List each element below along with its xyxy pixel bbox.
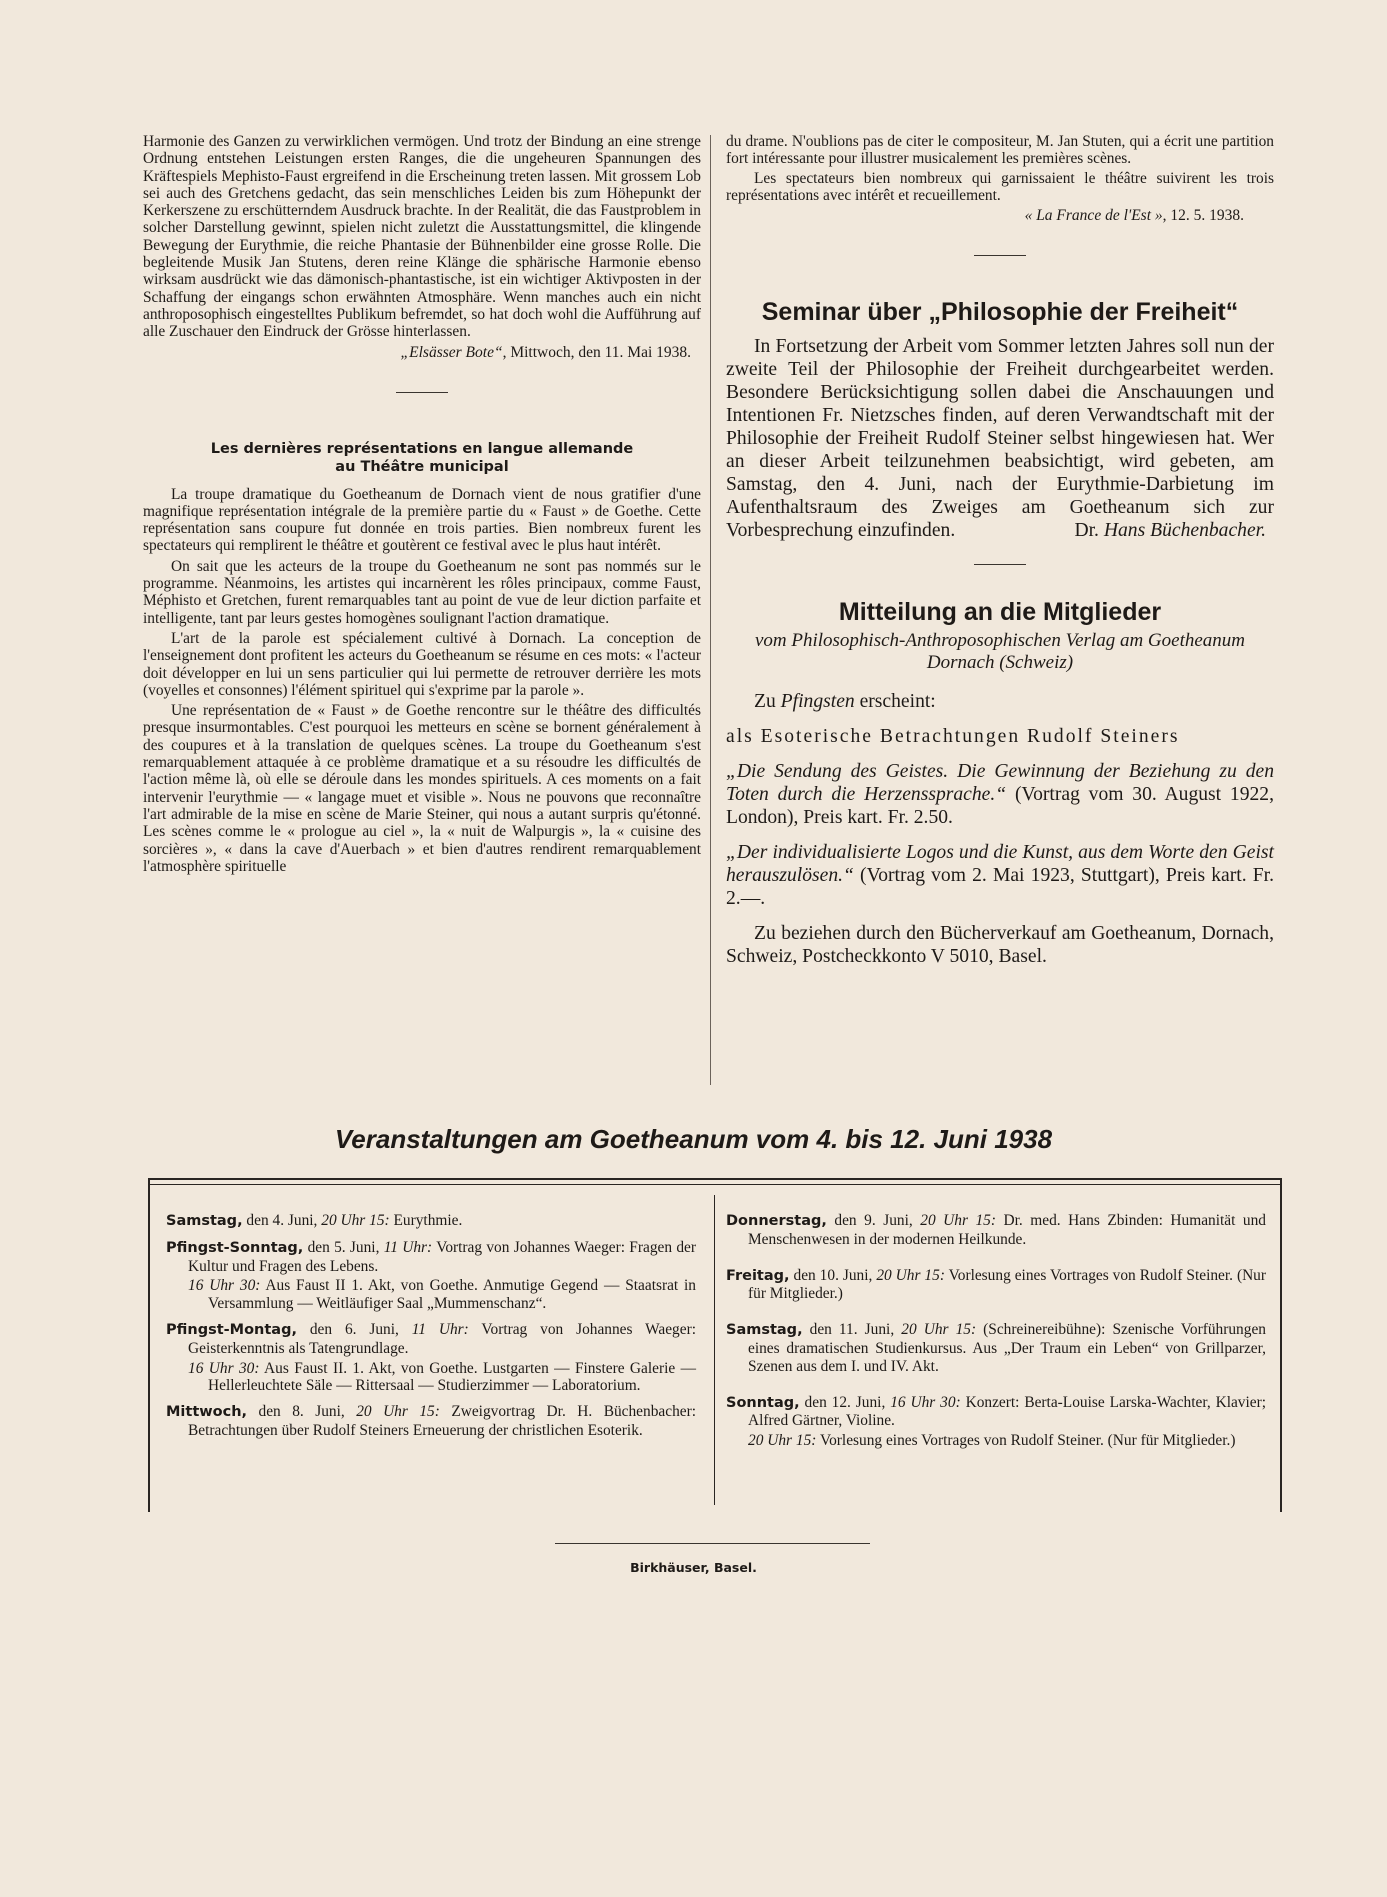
event-day: Mittwoch, (166, 1404, 248, 1421)
book1-details: (Vortrag vom 30. August 1922, London), Preis kart. Fr. 2.50. (726, 784, 1274, 829)
events-column-divider (714, 1195, 715, 1505)
seminar-body: In Fortsetzung der Arbeit vom Sommer letzten Jahres soll nun der zweite Teil der Philosophie der Freiheit durchgearbeitet werden. Besondere Berücksichtigung sollen dabei die Anschauungen und Intentionen Fr. Nietzsches finden, auf deren Verwandtschaft mit der Philosophie der Freiheit Rudolf Steiner selbst hingewiesen hat. Wer an dieser Arbeit teilzunehmen beabsichtigt, wird gebeten, am Samstag, den 4. Juni, nach der Eurythmie-Darbietung im Aufenthaltsraum des Zweiges am Goetheanum sich zur Vorbesprechung einzufinden. (726, 336, 1274, 542)
book1-title: „Die Sendung des Geistes. Die Gewinnung der Beziehung zu den Toten durch die Herzenssprache.“ (726, 761, 1274, 806)
event-date: den 9. Juni, (826, 1212, 921, 1229)
printer-imprint: Birkhäuser, Basel. (630, 1560, 757, 1575)
event-date: den 8. Juni, (247, 1403, 357, 1421)
source-name: « La France de l'Est » (1024, 207, 1163, 225)
article1-text: Harmonie des Ganzen zu verwirklichen vermögen. Und trotz der Bindung an eine strenge Ordnung entstehen Leistungen ersten Ranges, die die ungeheuren Spannungen des Kräftespiels Mephisto-Faust ergreifend in die Erscheinung treten lassen. Mit grossem Lob sei auch des Gretchens gedacht, das sein menschliches Leiden bis zum Höhepunkt der Kerkerszene zu erschütterndem Ausdruck brachte. In der Realität, die das Faustproblem in solcher Darstellung gewinnt, spielen nicht zuletzt die Ausstattungsmittel, die klingende Bewegung der Eurythmie, die reiche Phantasie der Bühnenbilder eine grosse Rolle. Die begleitende Musik Jan Stutens, deren reine Klänge die sphärische Harmonie ebenso wirksam ausdrückt wie das dämonisch-phantastische, ist ein wichtiger Aktivposten in der Schaffung der eingangs schon erwähnten Atmosphäre. Wenn manches auch ein nicht anthroposophisch eingestelltes Publikum befremdet, so hat doch wohl die Aufführung auf alle Zuschauer den Eindruck der Grösse hinterlassen. (143, 133, 701, 341)
event-entry (166, 1321, 696, 1358)
event-entry (166, 1239, 696, 1276)
event-day: Donnerstag, (726, 1213, 827, 1229)
event-text: Aus Faust II. 1. Akt, von Goethe. Lustgarten — Finstere Galerie — Hellerleuchtete Säle — Rittersaal — Studierzimmer — Laboratorium. (208, 1359, 696, 1395)
event-entry (726, 1212, 1266, 1249)
event-text: Vorlesung eines Vortrages von Rudolf Steiner. (Nur für Mitglieder.) (748, 1266, 1267, 1303)
event-day: Samstag, (166, 1213, 243, 1229)
event-text: Aus Faust II 1. Akt, von Goethe. Anmutige Gegend — Staatsrat in Versammlung — Weitläufiger Saal „Mummenschanz“. (208, 1277, 697, 1313)
event-date: den 10. Juni, (789, 1266, 877, 1284)
event-time: 16 Uhr 30: (188, 1277, 261, 1295)
event-day: Pfingst-Sonntag, (166, 1239, 304, 1256)
book2 (726, 841, 1274, 910)
article2-para4: Une représentation de « Faust » de Goethe rencontre sur le théâtre des difficultés presque insurmontables. C'est pourquoi les metteurs en scène se bornent généralement à des coupures et à la translation de quelques scènes. La troupe du Goetheanum s'est remarquablement attaquée à ce problème dramatique et a su résoudre les difficultés de l'action même là, où elle se déroule dans les mondes spirituels. A ces moments on a fait intervenir l'eurythmie — « langage muet et visible ». Nous ne pouvons que reconnaître l'art admirable de la mise en scène de Marie Steiner, qui nous a autant surpris qu'étonné. Les scènes comme le « prologue au ciel », la « nuit de Walpurgis », la « cuisine des sorcières », « dans la cave d'Auerbach » et bien d'autres rendirent remarquablement l'atmosphère spirituelle (143, 702, 701, 875)
event-sub-entry (188, 1277, 696, 1313)
events-box-inner-rule (148, 1184, 1282, 1185)
event-date: den 5. Juni, (303, 1238, 384, 1256)
events-left-column (166, 1212, 696, 1448)
event-entry (726, 1394, 1266, 1431)
event-text: Konzert: Berta-Louise Larska-Wachter, Klavier; Alfred Gärtner, Violine. (748, 1393, 1267, 1430)
source-date: , Mittwoch, den 11. Mai 1938. (502, 343, 691, 361)
article2-title-line1: Les dernières représentations en langue allemande (210, 440, 634, 457)
seminar-title: Seminar über „Philosophie der Freiheit“ (761, 298, 1239, 327)
event-day: Samstag, (726, 1322, 803, 1339)
article1-source (143, 344, 701, 362)
article2-source (726, 207, 1274, 225)
zu-pfingsten-line (726, 690, 1274, 713)
event-text: Vorlesung eines Vortrages von Rudolf Steiner. (Nur für Mitglieder.) (816, 1432, 1236, 1450)
event-time: 11 Uhr: (383, 1238, 433, 1256)
order-info: Zu beziehen durch den Bücherverkauf am Goetheanum, Dornach, Schweiz, Postcheckkonto V 5010, Basel. (726, 923, 1274, 968)
article2-para3: L'art de la parole est spécialement cultivé à Dornach. La conception de l'enseignement dont profitent les acteurs du Goetheanum se résume en ces mots: « l'acteur doit développer en lui un sens particulier qui lui permette de retrouver derrière les mots (voyelles et consonnes) l'élément spirituel qui s'exprime par la parole ». (143, 629, 701, 699)
article2-para2: On sait que les acteurs de la troupe du Goetheanum ne sont pas nommés sur le programme. Néanmoins, les artistes qui incarnèrent les rôles principaux, comme Faust, Méphisto et Gretchen, furent remarquables tant au point de vue de leur diction parfaite et intelligente, tant par leurs gestes homogènes soulignant l'action dramatique. (143, 557, 701, 627)
event-time: 20 Uhr 15: (920, 1212, 997, 1229)
mitteilung-subtitle-1: vom Philosophisch-Anthroposophischen Verlag am Goetheanum (754, 630, 1246, 652)
article2-continued: du drame. N'oublions pas de citer le compositeur, M. Jan Stuten, qui a écrit une partition fort intéressante pour illustrer musicalement les premières scènes. (726, 133, 1274, 168)
event-entry (166, 1212, 696, 1231)
zu-suffix: erscheint: (854, 691, 936, 713)
event-date: den 4. Juni, (242, 1212, 322, 1229)
source-name: „Elsässer Bote“ (400, 343, 503, 361)
seminar-author-line (1046, 519, 1266, 542)
book1 (726, 760, 1274, 829)
event-text: Zweigvortrag Dr. H. Büchenbacher: Betrachtungen über Rudolf Steiners Erneuerung der christlichen Esoterik. (188, 1403, 696, 1439)
article2-title (143, 440, 701, 476)
zu-prefix: Zu (754, 691, 781, 713)
event-date: den 6. Juni, (296, 1320, 412, 1338)
event-time: 20 Uhr 15: (876, 1266, 945, 1284)
event-text: Vortrag von Johannes Waeger: Fragen der Kultur und Fragen des Lebens. (188, 1238, 696, 1275)
als-line: als Esoterische Betrachtungen Rudolf Steiners (726, 726, 1180, 748)
author-title: Dr. (1074, 520, 1104, 542)
event-sub-entry (748, 1432, 1266, 1450)
footer-rule (555, 1543, 870, 1544)
event-text: (Schreinereibühne): Szenische Vorführungen eines dramatischen Studienkursus. Aus „Der Traum ein Leben“ von Grillparzer, Szenen aus dem I. und IV. Akt. (748, 1321, 1266, 1375)
left-column (143, 133, 701, 875)
event-spacer (726, 1384, 1266, 1394)
event-spacer (726, 1311, 1266, 1321)
event-time: 20 Uhr 15: (901, 1321, 977, 1339)
event-time: 11 Uhr: (411, 1320, 469, 1338)
event-day: Sonntag, (726, 1394, 800, 1411)
event-entry (726, 1267, 1266, 1304)
events-heading: Veranstaltungen am Goetheanum vom 4. bis 12. Juni 1938 (334, 1124, 1053, 1154)
event-time: 20 Uhr 15: (356, 1403, 440, 1421)
event-time: 20 Uhr 15: (748, 1432, 817, 1450)
book2-title: „Der individualisierte Logos und die Kunst, aus dem Worte den Geist herauszulösen.“ (726, 842, 1274, 887)
event-time: 16 Uhr 30: (188, 1359, 260, 1377)
mitteilung-subtitle-2: Dornach (Schweiz) (926, 652, 1074, 674)
event-sub-entry (188, 1360, 696, 1396)
event-text: Vortrag von Johannes Waeger: Geisterkenntnis als Tatengrundlage. (188, 1320, 696, 1357)
event-text: Eurythmie. (389, 1212, 463, 1229)
book2-details: (Vortrag vom 2. Mai 1923, Stuttgart), Preis kart. Fr. 2.—. (726, 865, 1274, 910)
event-time: 20 Uhr 15: (321, 1212, 390, 1229)
source-date: , 12. 5. 1938. (1162, 207, 1244, 225)
article2-closing: Les spectateurs bien nombreux qui garnissaient le théâtre suivirent les trois représentations avec intérêt et recueillement. (726, 169, 1274, 204)
mitteilung-title: Mitteilung an die Mitglieder (838, 598, 1162, 627)
author-name: Hans Büchenbacher. (1103, 520, 1266, 542)
event-day: Freitag, (726, 1267, 790, 1284)
event-entry (726, 1321, 1266, 1375)
events-right-column (726, 1212, 1266, 1458)
event-entry (166, 1403, 696, 1440)
event-date: den 12. Juni, (799, 1393, 891, 1411)
article2-para1: La troupe dramatique du Goetheanum de Dornach vient de nous gratifier d'une magnifique représentation intégrale de la première partie du « Faust » de Goethe. Cette représentation sans coupure fut donnée en trois parties. Bien nombreux furent les spectateurs qui remplirent le théâtre et goutèrent ce festival avec le plus haut intérêt. (143, 485, 701, 555)
event-text: Dr. med. Hans Zbinden: Humanität und Menschenwesen in der modernen Heilkunde. (748, 1212, 1266, 1248)
event-spacer (726, 1257, 1266, 1267)
zu-pfingsten: Pfingsten (780, 691, 855, 713)
event-day: Pfingst-Montag, (166, 1321, 297, 1338)
column-divider (710, 135, 711, 1085)
right-column (726, 133, 1274, 968)
seminar-text (726, 335, 1274, 542)
article2-title-line2: au Théâtre municipal (335, 458, 509, 475)
event-date: den 11. Juni, (802, 1321, 902, 1339)
event-time: 16 Uhr 30: (890, 1393, 961, 1411)
